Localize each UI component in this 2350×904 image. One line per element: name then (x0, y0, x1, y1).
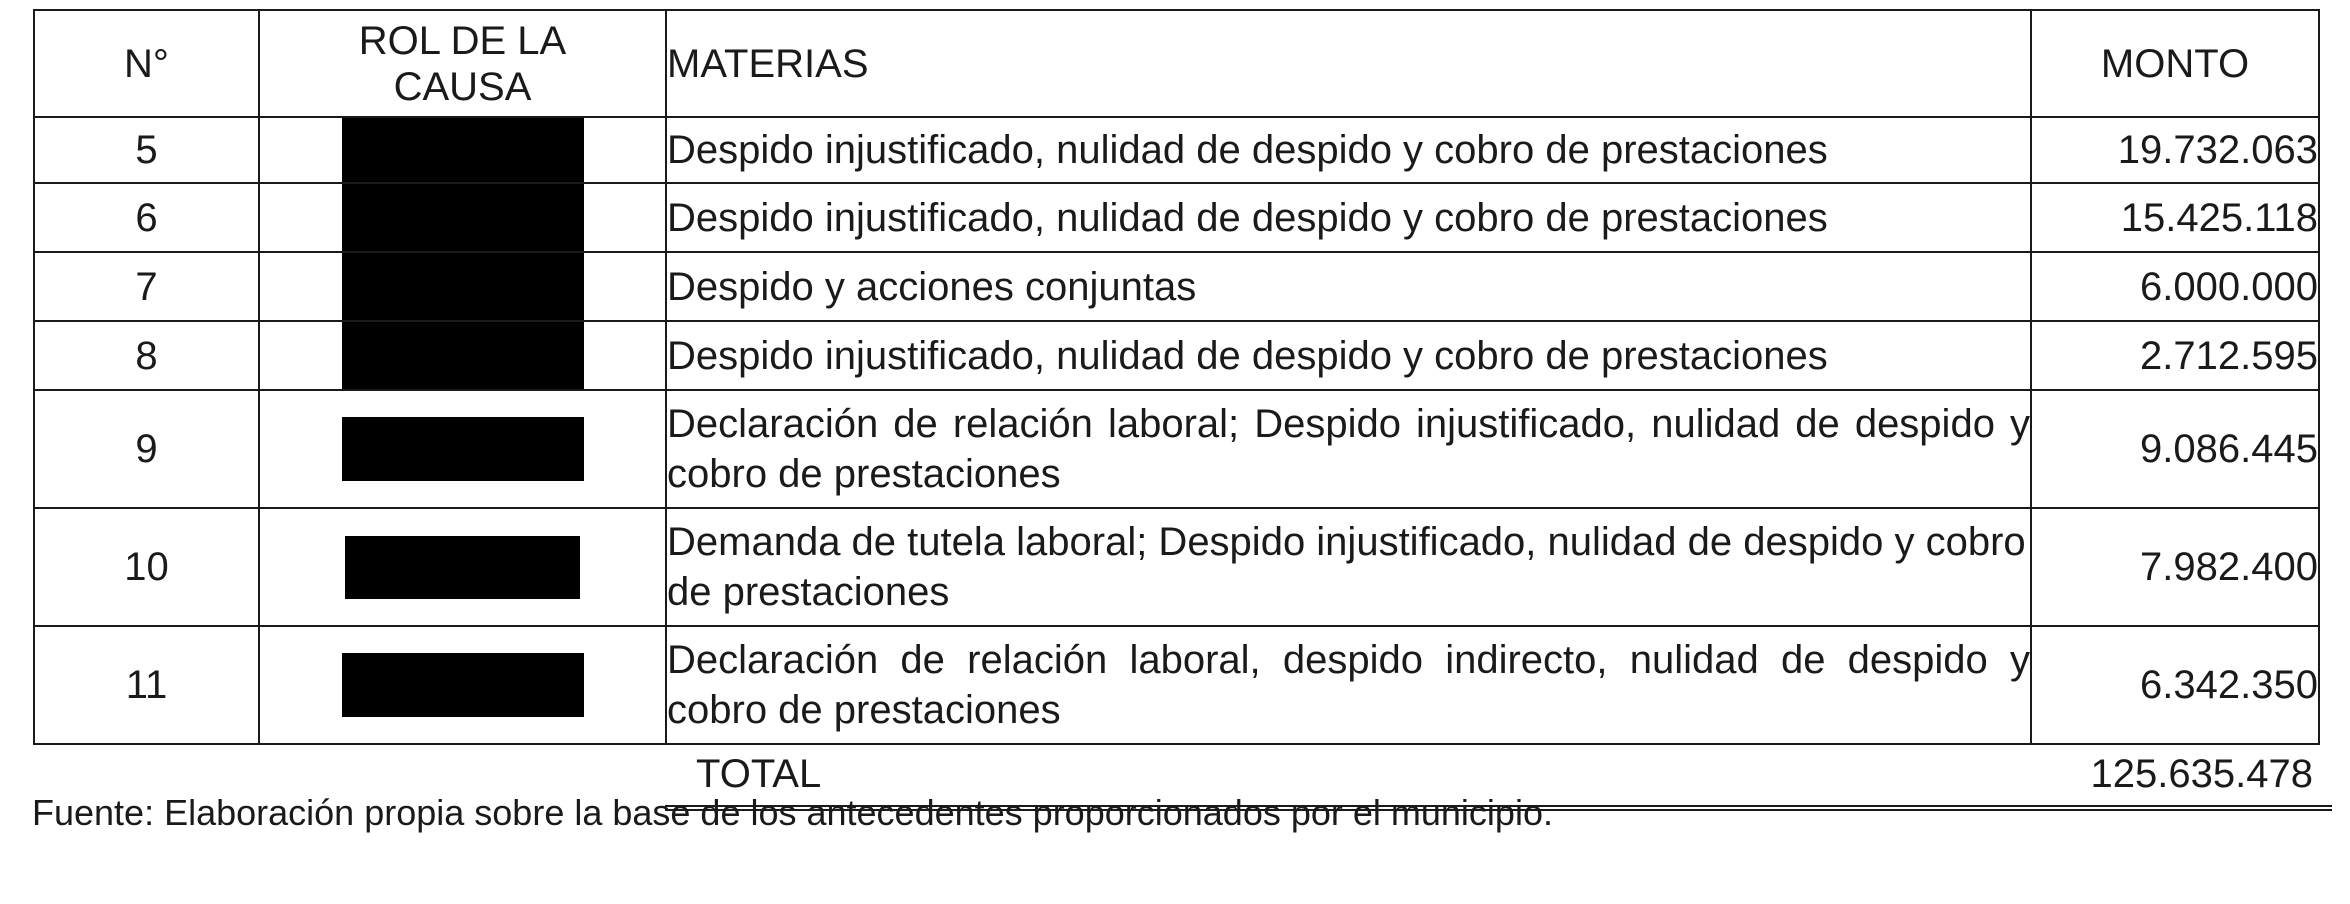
header-rol-line-2: CAUSA (393, 64, 532, 109)
redaction-block (342, 417, 584, 481)
table-row (34, 117, 2319, 183)
row-materia: Declaración de relación laboral, despido indirecto, nulidad de despido y cobro de prestaciones (666, 626, 2031, 744)
row-number: 11 (34, 626, 259, 744)
table-row (34, 390, 2319, 508)
document-body (33, 9, 2318, 805)
causes-table (33, 9, 2320, 745)
rol-cell (259, 390, 666, 508)
redaction-block (342, 184, 584, 251)
header-monto: MONTO (2031, 10, 2319, 117)
rol-cell (259, 508, 666, 626)
rol-cell (259, 117, 666, 183)
row-monto: 7.982.400 (2031, 508, 2319, 626)
table-row (34, 183, 2319, 252)
row-monto: 9.086.445 (2031, 390, 2319, 508)
row-materia: Despido injustificado, nulidad de despido y cobro de prestaciones (666, 117, 2031, 183)
rol-cell (259, 252, 666, 321)
row-monto: 6.342.350 (2031, 626, 2319, 744)
row-number: 9 (34, 390, 259, 508)
redaction-block (342, 253, 584, 320)
row-monto: 19.732.063 (2031, 117, 2319, 183)
header-number: N° (34, 10, 259, 117)
total-label: TOTAL (696, 752, 822, 796)
row-number: 5 (34, 117, 259, 183)
rol-cell (259, 321, 666, 390)
redaction-block (345, 536, 580, 599)
row-monto: 15.425.118 (2031, 183, 2319, 252)
header-rol-de-la-causa (259, 10, 666, 117)
row-materia: Despido injustificado, nulidad de despido y cobro de prestaciones (666, 321, 2031, 390)
redaction-block (342, 322, 584, 389)
header-rol-line-1: ROL DE LA (358, 18, 567, 63)
total-value: 125.635.478 (2090, 752, 2313, 796)
redaction-block (342, 118, 584, 182)
row-materia: Despido y acciones conjuntas (666, 252, 2031, 321)
row-materia: Demanda de tutela laboral; Despido injustificado, nulidad de despido y cobro de prestaciones (666, 508, 2031, 626)
rol-cell (259, 626, 666, 744)
rol-cell (259, 183, 666, 252)
table-row (34, 321, 2319, 390)
row-materia: Declaración de relación laboral; Despido injustificado, nulidad de despido y cobro de prestaciones (666, 390, 2031, 508)
row-monto: 6.000.000 (2031, 252, 2319, 321)
redaction-block (342, 653, 584, 717)
table-row (34, 626, 2319, 744)
table-row (34, 252, 2319, 321)
table-row (34, 508, 2319, 626)
row-number: 10 (34, 508, 259, 626)
header-materias: MATERIAS (666, 10, 2031, 117)
table-header-row (34, 10, 2319, 117)
row-number: 6 (34, 183, 259, 252)
row-number: 7 (34, 252, 259, 321)
row-monto: 2.712.595 (2031, 321, 2319, 390)
row-materia: Despido injustificado, nulidad de despido y cobro de prestaciones (666, 183, 2031, 252)
row-number: 8 (34, 321, 259, 390)
source-note: Fuente: Elaboración propia sobre la base de los antecedentes proporcionados por el municipio. (32, 792, 1553, 833)
